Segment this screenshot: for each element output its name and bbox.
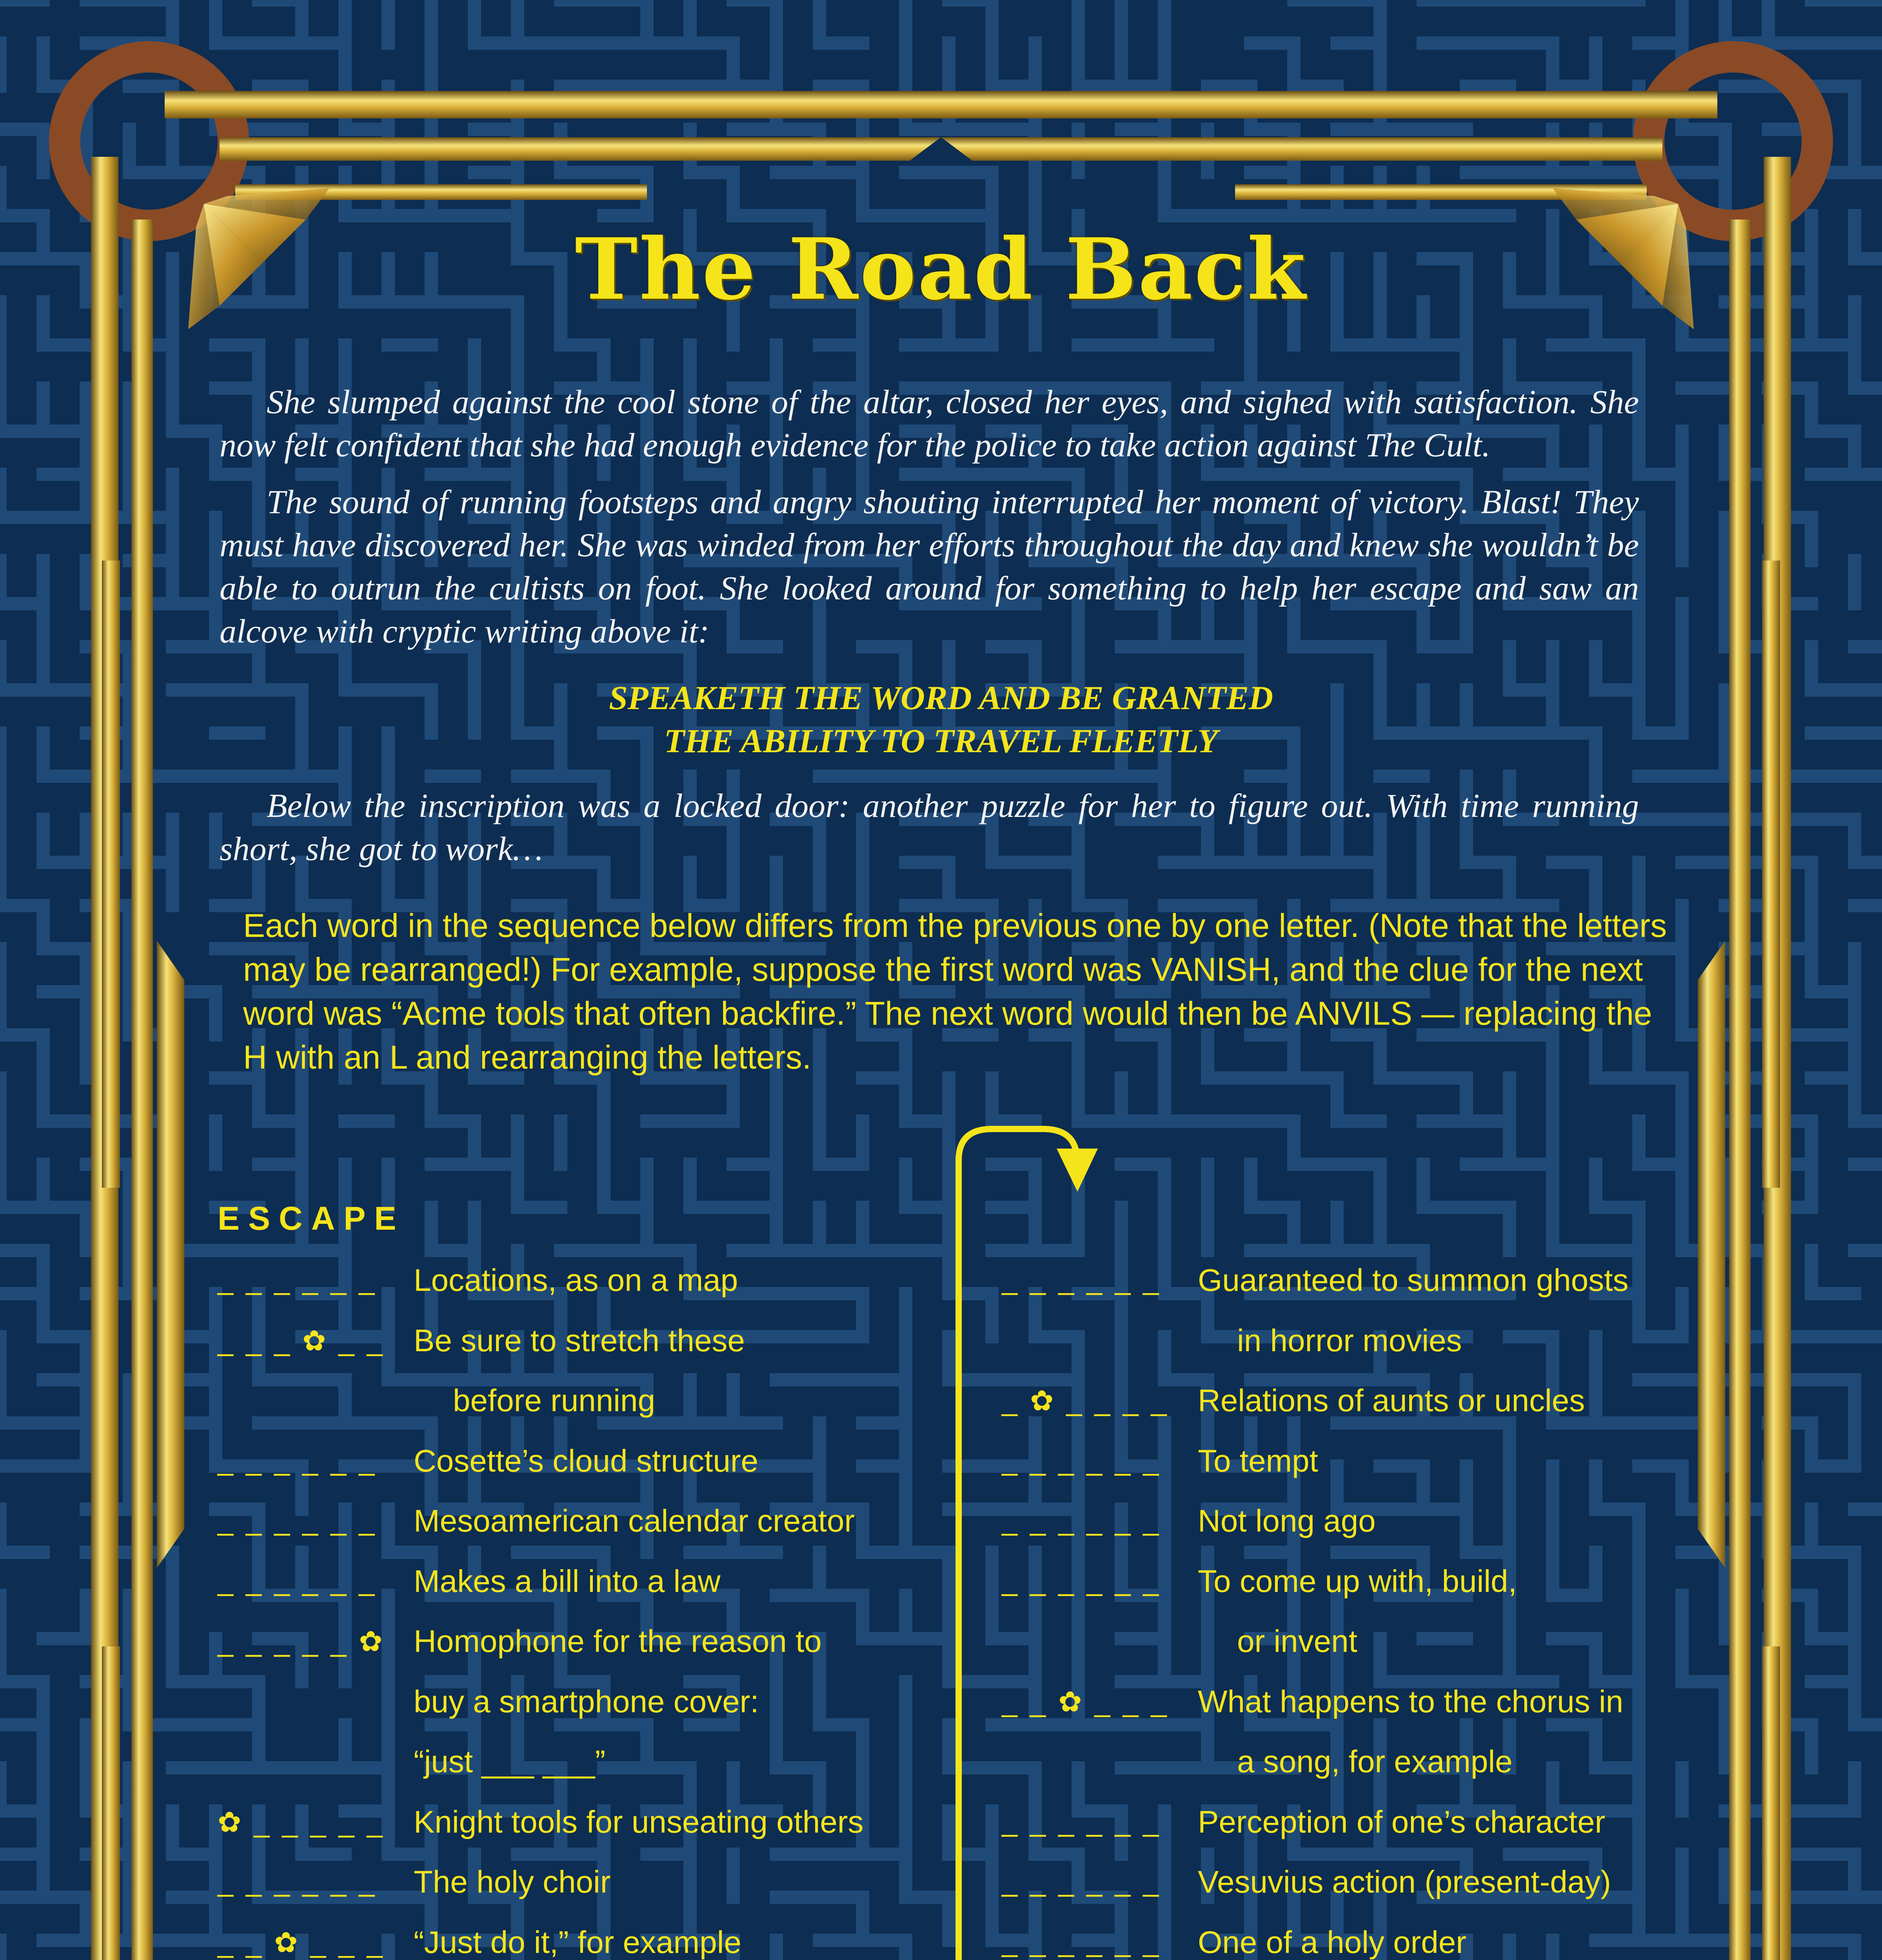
inscription-line-1: SPEAKETH THE WORD AND BE GRANTED [609, 679, 1273, 717]
clue-text: before running [453, 1383, 655, 1418]
clue-text: Cosette’s cloud structure [414, 1443, 758, 1478]
answer-blanks[interactable]: _ ✿ _ _ _ _ [1002, 1385, 1169, 1417]
clue-text: in horror movies [1237, 1323, 1462, 1358]
clue-text: Homophone for the reason to [414, 1624, 822, 1659]
answer-blanks[interactable]: _ _ _ _ _ _ [1002, 1565, 1161, 1597]
answer-blanks[interactable]: _ _ _ _ _ _ [218, 1565, 377, 1597]
clue-text: a song, for example [1237, 1744, 1513, 1779]
clue-text: “Just do it,” for example [414, 1924, 741, 1960]
answer-blanks[interactable]: _ _ _ _ _ _ [1002, 1866, 1161, 1897]
clue-text: What happens to the chorus in [1198, 1684, 1624, 1719]
answer-blanks[interactable]: _ _ ✿ _ _ _ [218, 1927, 385, 1958]
story-paragraph-2: The sound of running footsteps and angry shouting interrupted her moment of victory. Blast! They must have discovered her. She was winded from her efforts throughout the day and knew she wouldn’t be able to outrun the cultists on foot. She looked around for something to help her escape and saw an alcove with cryptic writing above it: [220, 483, 1639, 650]
answer-blanks[interactable]: _ _ _ _ _ ✿ [218, 1626, 385, 1657]
page-title: The Road Back [575, 220, 1307, 319]
clue-text: Locations, as on a map [414, 1263, 738, 1298]
answer-blanks[interactable]: _ _ ✿ _ _ _ [1002, 1686, 1169, 1718]
clue-text: Be sure to stretch these [414, 1323, 745, 1358]
answer-blanks[interactable]: _ _ _ _ _ _ [218, 1445, 377, 1476]
arrow-head-icon [1057, 1149, 1098, 1192]
clue-text: To come up with, build, [1198, 1563, 1517, 1599]
clue-text: One of a holy order [1198, 1924, 1466, 1960]
clue-text: “just ___ ___” [414, 1744, 606, 1779]
clue-text: Vesuvius action (present-day) [1198, 1864, 1611, 1899]
clue-text: buy a smartphone cover: [414, 1684, 759, 1719]
clue-text: Relations of aunts or uncles [1198, 1383, 1585, 1418]
answer-blanks[interactable]: _ _ _ _ _ _ [1002, 1264, 1161, 1296]
clue-text: Guaranteed to summon ghosts [1198, 1263, 1629, 1298]
answer-blanks[interactable]: ✿ _ _ _ _ _ [218, 1806, 385, 1838]
story-paragraph-3: Below the inscription was a locked door: another puzzle for her to figure out. With time running short, she got to work… [220, 787, 1639, 867]
answer-blanks[interactable]: _ _ _ ✿ _ _ [218, 1325, 385, 1357]
clue-text: Knight tools for unseating others [414, 1804, 864, 1839]
clue-text: The holy choir [414, 1864, 611, 1899]
answer-blanks[interactable]: _ _ _ _ _ _ [218, 1264, 377, 1296]
answer-blanks[interactable]: _ _ _ _ _ _ [1002, 1806, 1161, 1837]
clue-text: Not long ago [1198, 1503, 1376, 1538]
clue-text: Perception of one’s character [1198, 1804, 1606, 1839]
clue-text: To tempt [1198, 1443, 1318, 1478]
answer-blanks[interactable]: _ _ _ _ _ _ [1002, 1445, 1161, 1476]
puzzle-instructions: Each word in the sequence below differs from the previous one by one letter. (Note that the letters may be rearranged!) For example, suppose the first word was VANISH, and the clue for the next word was “Acme tools that often backfire.” The next word would then be ANVILS — replacing the H with an L and rearranging the letters. [243, 907, 1667, 1076]
escape-start-label: ESCAPE [218, 1200, 405, 1237]
clue-text: Mesoamerican calendar creator [414, 1503, 855, 1538]
story-paragraph-1: She slumped against the cool stone of the altar, closed her eyes, and sighed with satisfaction. She now felt confident that she had enough evidence for the police to take action against The Cult. [220, 383, 1639, 464]
answer-blanks[interactable]: _ _ _ _ _ _ [218, 1866, 377, 1897]
answer-blanks[interactable]: _ _ _ _ _ _ [1002, 1926, 1161, 1958]
answer-blanks[interactable]: _ _ _ _ _ _ [218, 1505, 377, 1536]
clue-text: or invent [1237, 1624, 1357, 1659]
inscription-line-2: THE ABILITY TO TRAVEL FLEETLY [664, 722, 1218, 760]
answer-blanks[interactable]: _ _ _ _ _ _ [1002, 1505, 1161, 1536]
clue-text: Makes a bill into a law [414, 1563, 721, 1599]
